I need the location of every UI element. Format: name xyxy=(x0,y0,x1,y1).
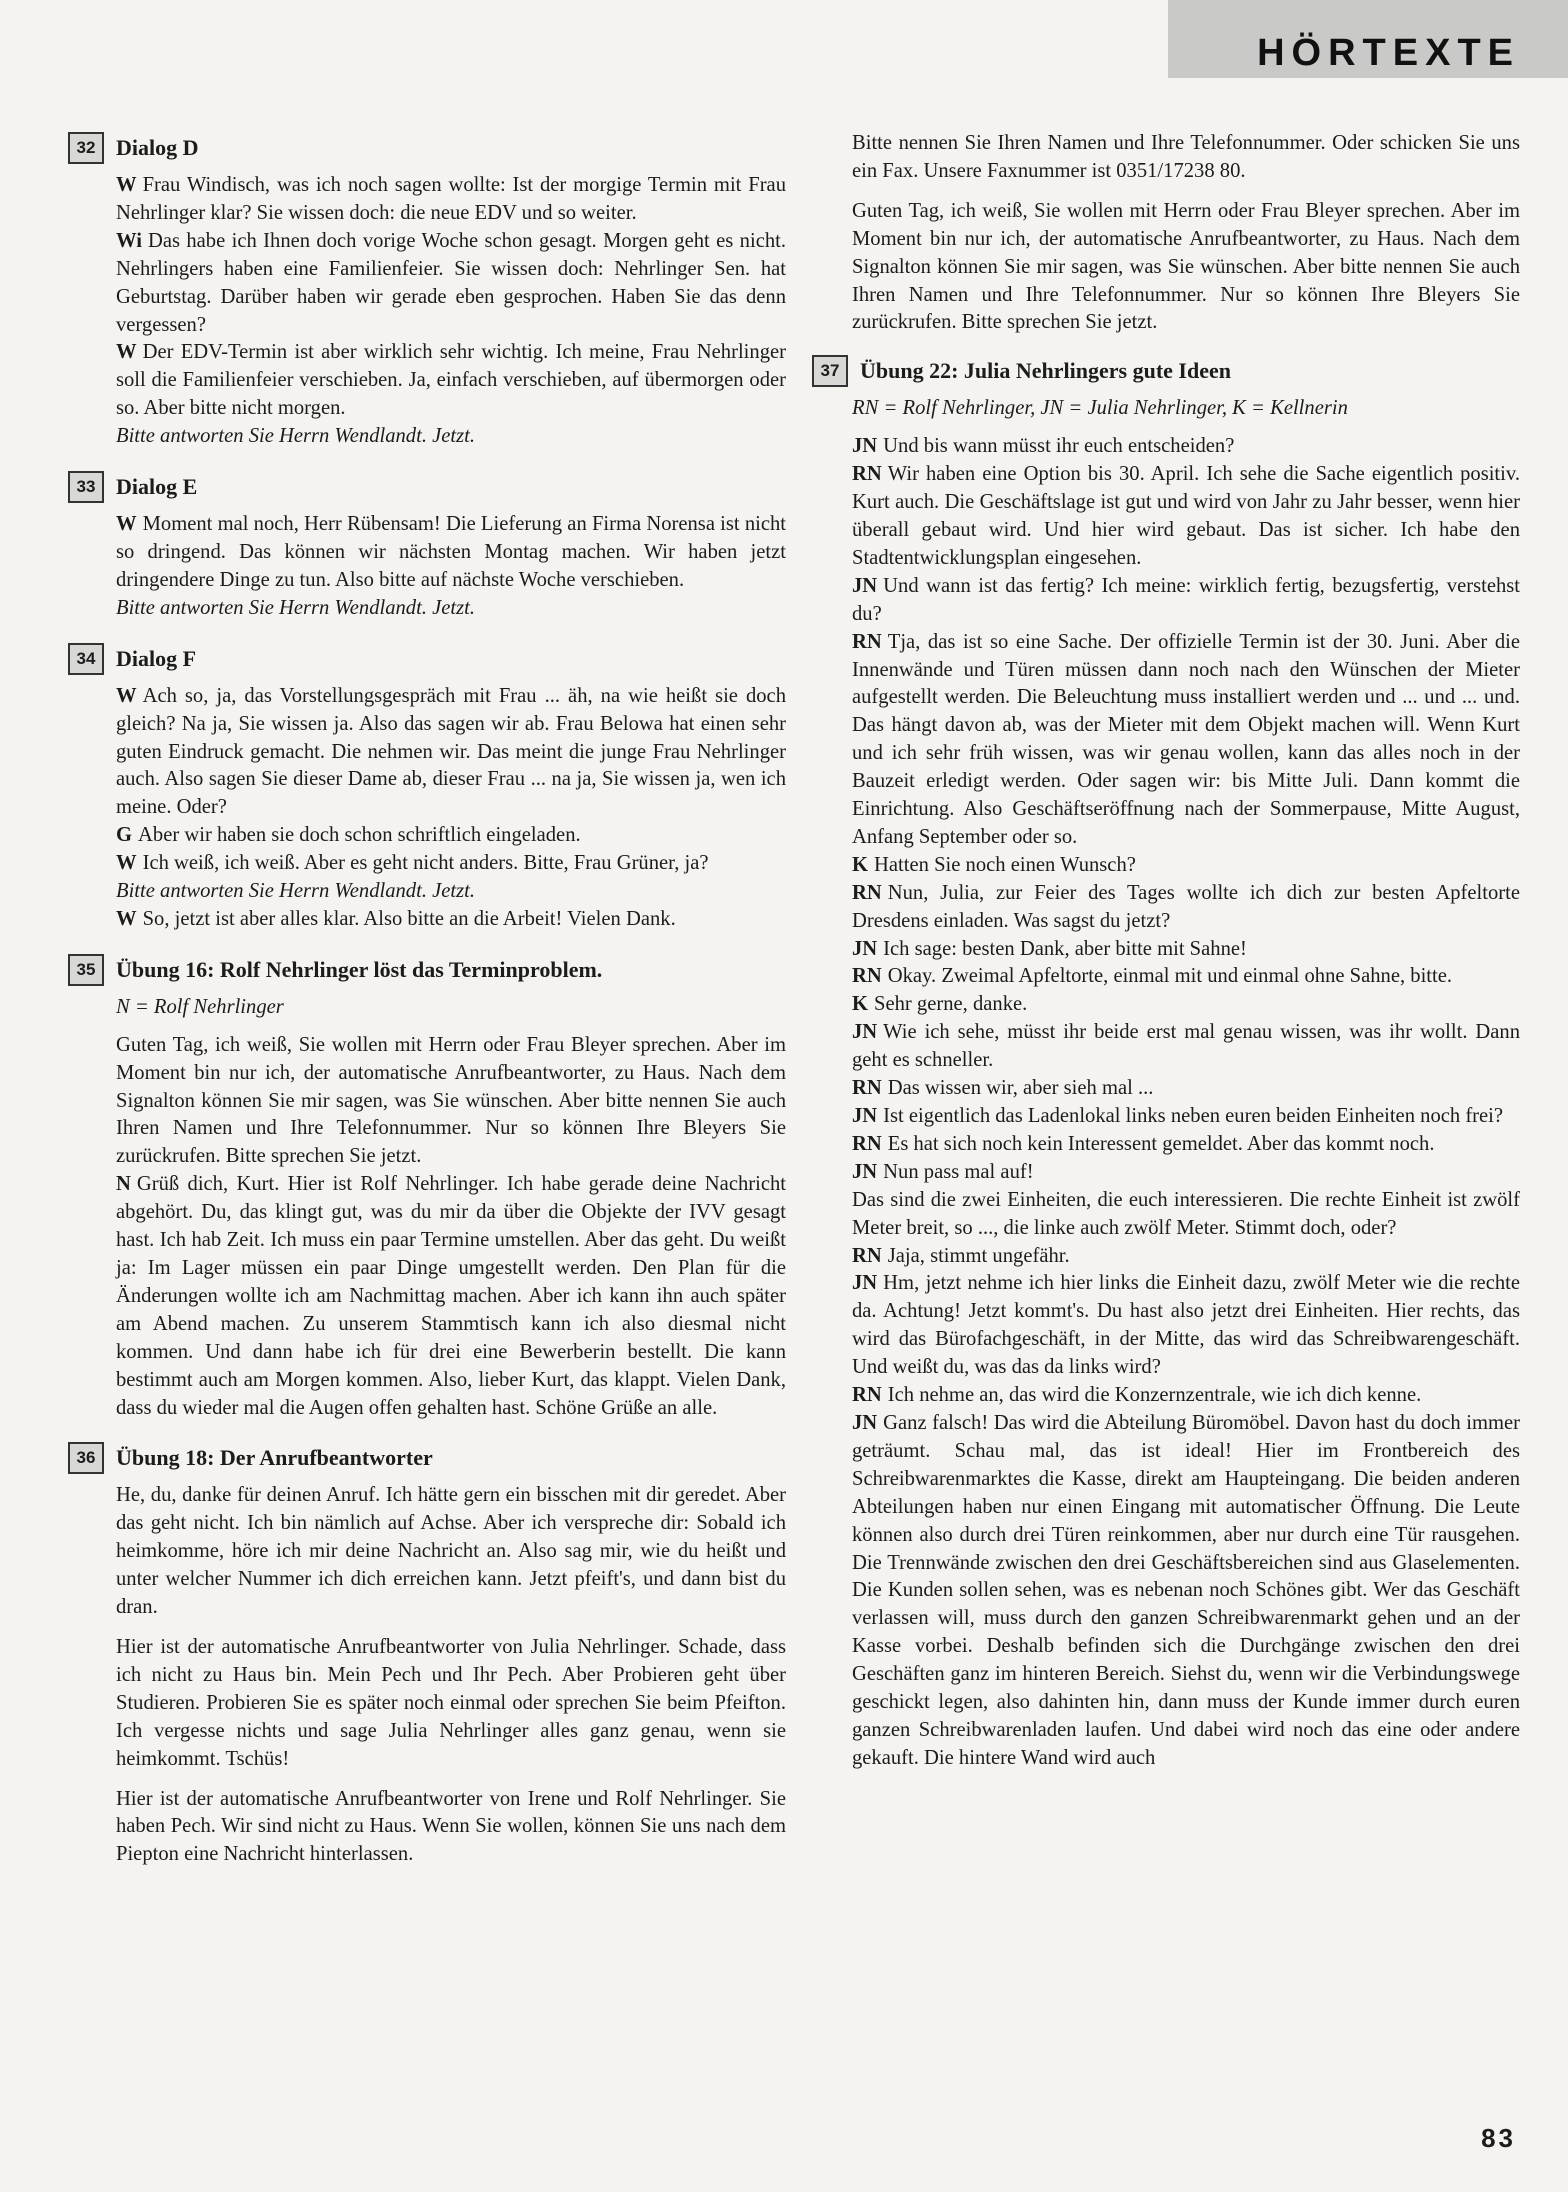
dialog-line: G Aber wir haben sie doch schon schriftlich eingeladen. xyxy=(116,824,581,847)
dialog-text: Hm, jetzt nehme ich hier links die Einheit dazu, zwölf Meter wie die rechte da. Achtung! Jetzt kommt's. Du hast also jetzt drei Einheiten. Hier rechts, das wird das Bürofachgeschäft, in der Mitte, das wird das Schreibwarengeschäft. Und weißt du, was das da links wird? xyxy=(852,1272,1520,1379)
dialog-text: Das sind die zwei Einheiten, die euch interessieren. Die rechte Einheit ist zwölf Meter breit, so ..., die linke auch zwölf Meter. Stimmt doch, oder? xyxy=(852,1188,1520,1239)
instruction: Bitte antworten Sie Herrn Wendlandt. Jetzt. xyxy=(116,596,476,619)
speaker-label: RN xyxy=(852,965,882,988)
dialog-text: Es hat sich noch kein Interessent gemeldet. Aber das kommt noch. xyxy=(887,1132,1435,1155)
paragraph: Guten Tag, ich weiß, Sie wollen mit Herrn oder Frau Bleyer sprechen. Aber im Moment bin nur ich, der automatische Anrufbeantworter, zu Haus. Nach dem Signalton können Sie mir sagen, was Sie wünschen. Aber bitte nennen Sie auch Ihren Namen und Ihre Telefonnummer. Nur so können Ihre Bleyers Sie zurückrufen. Bitte sprechen Sie jetzt. xyxy=(852,199,1520,334)
left-column xyxy=(68,132,786,1889)
dialog-line xyxy=(852,629,1520,852)
paragraph: He, du, danke für deinen Anruf. Ich hätte gern ein bisschen mit dir geredet. Aber das geht nicht. Ich bin nämlich auf Achse. Aber ich verspreche dir: Sobald ich heimkomme, höre ich mir deine Nachricht an. Also sag mir, wie du heißt und unter welcher Nummer ich dich erreichen kann. Jetzt pfeift's, und dann bist du dran. xyxy=(116,1484,786,1619)
dialog-line xyxy=(852,963,1520,991)
dialog-line xyxy=(852,433,1520,461)
section-34 xyxy=(68,643,786,934)
dialog-text: Ganz falsch! Das wird die Abteilung Büromöbel. Davon hast du doch immer geträumt. Schau mal, das ist ideal! Hier im Frontbereich des Schreibwarenmarktes die Kasse, direkt am Haupteingang. Die beiden anderen Abteilungen haben nur einen Eingang mit automatischer Öffnung. Die Leute können also durch drei Türen reinkommen, aber nur durch eine Tür rausgehen. Die Trennwände zwischen den drei Geschäftsbereichen sind aus Glaselementen. Die Kunden sollen sehen, was es nebenan noch Schönes gibt. Wer das Geschäft verlassen will, muss durch den ganzen Schreibwarenmarkt gehen und an der Kasse vorbei. Deshalb befinden sich die Durchgänge zwischen den drei Geschäften ganz im hinteren Bereich. Siehst du, wenn wir die Verbindungswege geschickt legen, also dahinten hin, dann muss der Kunde immer durch euren ganzen Schreibwarenladen laufen. Und dabei wird noch das eine oder andere gekauft. Die hintere Wand wird auch xyxy=(852,1411,1520,1769)
speaker-label: RN xyxy=(852,1244,882,1267)
track-number-badge: 32 xyxy=(68,132,104,164)
section-title: Übung 22: Julia Nehrlingers gute Ideen xyxy=(860,358,1231,384)
track-number-badge: 37 xyxy=(812,355,848,387)
dialog-line xyxy=(852,1270,1520,1382)
dialog-text: Nun pass mal auf! xyxy=(883,1160,1034,1183)
dialog-line xyxy=(852,852,1520,880)
speaker-label: JN xyxy=(852,435,878,458)
dialog-line: W So, jetzt ist aber alles klar. Also bitte an die Arbeit! Vielen Dank. xyxy=(116,907,676,930)
track-number-badge: 34 xyxy=(68,643,104,675)
section-title: Dialog F xyxy=(116,645,197,671)
dialog-line: N Grüß dich, Kurt. Hier ist Rolf Nehrlinger. Ich habe gerade deine Nachricht abgehört. Du, das klingt gut, was du mir da über die Objekte der IVV gesagt hast. Ich hab Zeit. Ich muss ein paar Termine umstellen. Aber das geht. Du weißt ja: Im Lager müssen ein paar Dinge umgestellt werden. Den Plan für die Änderungen wollte ich am Nachmittag machen. Aber ich kann ihn auch später am Abend machen. Zu unserem Stammtisch kann ich also diesmal nicht kommen. Und dann habe ich für drei eine Bewerberin bestellt. Die kann bestimmt auch am Morgen kommen. Also, lieber Kurt, das klappt. Vielen Dank, dass du wieder mal die Augen offen gehalten hast. Schöne Grüße an alle. xyxy=(116,1173,786,1419)
dialog-text: Und wann ist das fertig? Ich meine: wirklich fertig, bezugsfertig, verstehst du? xyxy=(852,574,1520,625)
dialog-line xyxy=(852,461,1520,573)
dialog-text: Ist eigentlich das Ladenlokal links neben euren beiden Einheiten noch frei? xyxy=(883,1105,1504,1127)
dialog-line xyxy=(852,1019,1520,1075)
dialog-text: Okay. Zweimal Apfeltorte, einmal mit und einmal ohne Sahne, bitte. xyxy=(887,965,1453,988)
page-title: HÖRTEXTE xyxy=(1257,32,1520,74)
section-35 xyxy=(68,954,786,1423)
track-number-badge: 33 xyxy=(68,471,104,503)
speaker-label: RN xyxy=(852,1384,882,1407)
section-title: Übung 18: Der Anrufbeantworter xyxy=(116,1445,433,1471)
dialog-text: Sehr gerne, danke. xyxy=(874,993,1028,1016)
speaker-label: JN xyxy=(852,1021,878,1044)
dialog-line xyxy=(852,1243,1520,1271)
dialog-line: Wi Das habe ich Ihnen doch vorige Woche schon gesagt. Morgen geht es nicht. Nehrlingers haben eine Familienfeier. Sie wissen doch: Nehrlinger Sen. hat Geburtstag. Darüber haben wir gerade eben gesprochen. Haben Sie das denn vergessen? xyxy=(116,229,786,336)
dialog-text: Jaja, stimmt ungefähr. xyxy=(887,1244,1070,1267)
speaker-label: RN xyxy=(852,1132,882,1155)
section-title: Übung 16: Rolf Nehrlinger löst das Terminproblem. xyxy=(116,956,603,982)
dialog-text: Hatten Sie noch einen Wunsch? xyxy=(874,853,1136,876)
instruction: Bitte antworten Sie Herrn Wendlandt. Jetzt. xyxy=(116,425,476,448)
page-number: 83 xyxy=(1481,2123,1516,2153)
speaker-label: JN xyxy=(852,1160,878,1183)
track-number-badge: 36 xyxy=(68,1442,104,1474)
speaker-label: JN xyxy=(852,937,878,960)
dialog-line xyxy=(852,1103,1520,1131)
dialog-line: W Der EDV-Termin ist aber wirklich sehr wichtig. Ich meine, Frau Nehrlinger soll die Familienfeier verschieben. Ja, einfach verschieben, auf übermorgen oder so. Aber bitte nicht morgen. xyxy=(116,341,786,420)
speaker-legend: RN = Rolf Nehrlinger, JN = Julia Nehrlinger, K = Kellnerin xyxy=(852,397,1348,420)
dialog-line xyxy=(852,1382,1520,1410)
speaker-label: RN xyxy=(852,1077,882,1100)
section-title: Dialog D xyxy=(116,135,199,160)
dialog-text: Wir haben eine Option bis 30. April. Ich sehe die Sache eigentlich positiv. Kurt auch. Die Geschäftslage ist gut und wird von Jahr zu Jahr besser, wenn hier überall gebaut wird. Und hier wird gebaut. Das ist sicher. Ich habe den Stadtentwicklungsplan eingesehen. xyxy=(852,463,1520,569)
paragraph: Guten Tag, ich weiß, Sie wollen mit Herrn oder Frau Bleyer sprechen. Aber im Moment bin nur ich, der automatische Anrufbeantworter, zu Haus. Nach dem Signalton können Sie mir sagen, was Sie wünschen. Aber bitte nennen Sie auch Ihren Namen und Ihre Telefonnummer. Nur so können Ihre Bleyers Sie zurückrufen. Bitte sprechen Sie jetzt. xyxy=(116,1033,786,1168)
dialog-line xyxy=(852,1131,1520,1159)
section-32 xyxy=(68,132,786,451)
instruction: Bitte antworten Sie Herrn Wendlandt. Jetzt. xyxy=(116,880,476,903)
speaker-label: RN xyxy=(852,463,882,486)
speaker-label: K xyxy=(852,853,869,876)
right-column xyxy=(812,130,1520,1793)
dialog-line: W Moment mal noch, Herr Rübensam! Die Lieferung an Firma Norensa ist nicht so dringend. Das können wir nächsten Montag machen. Wir haben jetzt dringendere Dinge zu tun. Also bitte auf nächste Woche verschieben. xyxy=(116,513,786,591)
dialog-line xyxy=(852,1159,1520,1187)
section-33 xyxy=(68,471,786,623)
paragraph: Bitte nennen Sie Ihren Namen und Ihre Telefonnummer. Oder schicken Sie uns ein Fax. Unsere Faxnummer ist 0351/17238 80. xyxy=(852,132,1520,182)
continued-text xyxy=(812,130,1520,337)
dialog-line xyxy=(852,1075,1520,1103)
paragraph: Hier ist der automatische Anrufbeantworter von Irene und Rolf Nehrlinger. Sie haben Pech. Wir sind nicht zu Haus. Wenn Sie wollen, können Sie uns nach dem Piepton eine Nachricht hinterlassen. xyxy=(116,1787,786,1866)
section-title: Dialog E xyxy=(116,474,198,500)
dialog-text: Ich nehme an, das wird die Konzernzentrale, wie ich dich kenne. xyxy=(887,1384,1422,1407)
dialog-line xyxy=(852,880,1520,936)
speaker-label: JN xyxy=(852,1105,878,1127)
speaker-label: JN xyxy=(852,574,878,597)
dialog-line xyxy=(852,573,1520,629)
dialog-text: Nun, Julia, zur Feier des Tages wollte ich dich zur besten Apfeltorte Dresdens einladen. Was sagst du jetzt? xyxy=(852,881,1520,932)
dialog-line xyxy=(852,1410,1520,1773)
dialog-text: Wie ich sehe, müsst ihr beide erst mal genau wissen, was ihr wollt. Dann geht es schneller. xyxy=(852,1021,1520,1072)
dialog-text: Das wissen wir, aber sieh mal ... xyxy=(887,1077,1154,1100)
dialog-line xyxy=(852,936,1520,964)
speaker-label: JN xyxy=(852,1272,878,1295)
dialog-line: W Frau Windisch, was ich noch sagen wollte: Ist der morgige Termin mit Frau Nehrlinger klar? Sie wissen doch: die neue EDV und so weiter. xyxy=(116,174,786,224)
dialog-text: Und bis wann müsst ihr euch entscheiden? xyxy=(883,435,1235,458)
speaker-label: RN xyxy=(852,881,882,904)
speaker-legend: N = Rolf Nehrlinger xyxy=(116,995,284,1018)
paragraph: Hier ist der automatische Anrufbeantworter von Julia Nehrlinger. Schade, dass ich nicht zu Haus bin. Mein Pech und Ihr Pech. Aber Probieren geht über Studieren. Probieren Sie es später noch einmal oder sprechen Sie beim Pfeifton. Ich vergesse nichts und sage Julia Nehrlinger alles ganz genau, wenn sie heimkommt. Tschüs! xyxy=(116,1635,786,1770)
section-37 xyxy=(812,355,1520,1772)
speaker-label: RN xyxy=(852,630,882,653)
dialog-text: Tja, das ist so eine Sache. Der offizielle Termin ist der 30. Juni. Aber die Innenwände und Türen müssen dann noch nach den Wünschen der Mieter aufgestellt werden. Die Beleuchtung muss installiert werden und ... und ... und. Das hängt davon ab, was der Mieter mit dem Objekt machen will. Wenn Kurt und ich sehr früh wissen, was wir genau wollen, kann das alles noch in der Bauzeit erledigt werden. Oder sagen wir: bis Mitte Juli. Dann kommt die Einrichtung. Also Geschäftseröffnung nach der Sommerpause, Mitte August, Anfang September oder so. xyxy=(852,630,1520,848)
dialog-line: W Ich weiß, ich weiß. Aber es geht nicht anders. Bitte, Frau Grüner, ja? xyxy=(116,852,709,875)
dialog-line xyxy=(852,991,1520,1019)
dialog-text: Ich sage: besten Dank, aber bitte mit Sahne! xyxy=(883,937,1247,960)
dialog-line: W Ach so, ja, das Vorstellungsgespräch mit Frau ... äh, na wie heißt sie doch gleich? Na ja, Sie wissen ja. Also das sagen wir ab. Frau Belowa hat einen sehr guten Eindruck gemacht. Die nehmen wir. Das meint die junge Frau Nehrlinger auch. Also sagen Sie dieser Dame ab, dieser Frau ... na ja, Sie wissen ja, wen ich meine. Oder? xyxy=(116,684,786,819)
section-36 xyxy=(68,1442,786,1869)
speaker-label: K xyxy=(852,993,869,1016)
track-number-badge: 35 xyxy=(68,954,104,986)
dialog-line xyxy=(852,1187,1520,1243)
speaker-label: JN xyxy=(852,1411,878,1434)
dialog-list xyxy=(852,433,1520,1773)
